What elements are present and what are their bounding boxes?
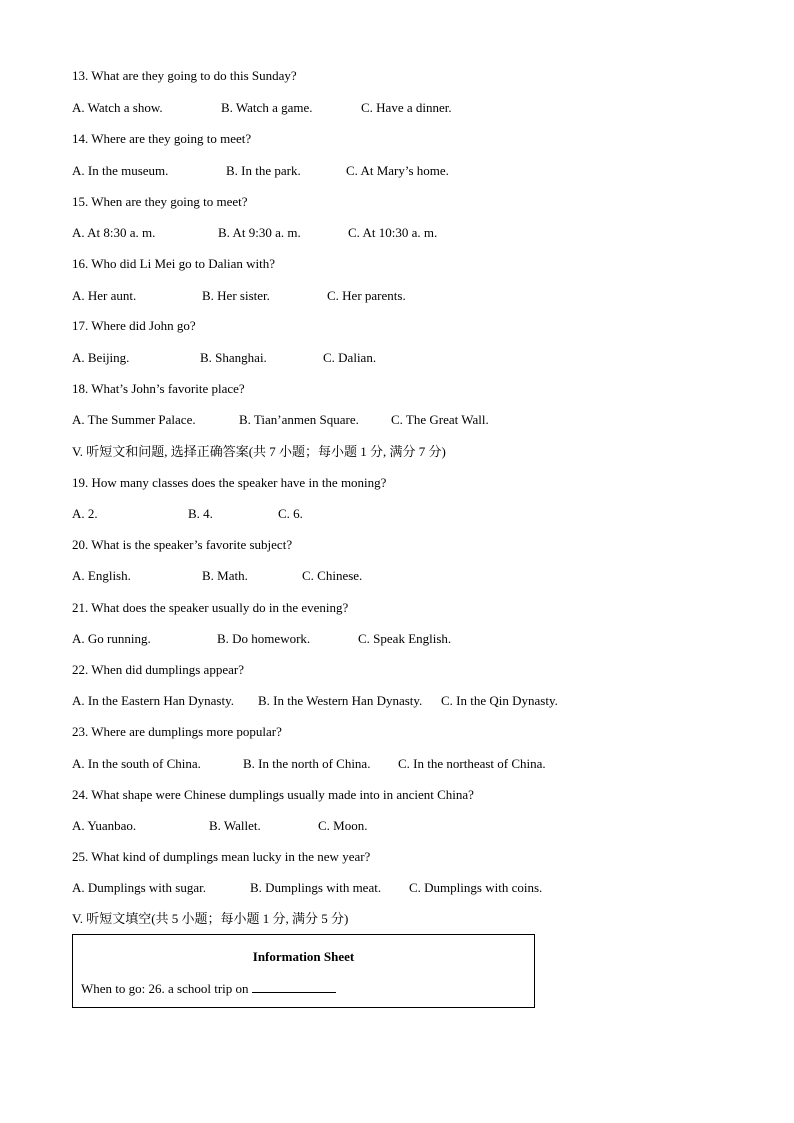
q18-option-a: A. The Summer Palace. (72, 412, 196, 427)
q16-option-b: B. Her sister. (202, 288, 270, 303)
section-heading-fill-in: V. 听短文填空(共 5 小题；每小题 1 分, 满分 5 分) (72, 911, 349, 926)
question-18: 18. What’s John’s favorite place? (72, 381, 245, 396)
q21-option-b: B. Do homework. (217, 631, 311, 646)
q16-option-a: A. Her aunt. (72, 288, 137, 303)
question-19: 19. How many classes does the speaker have in the moning? (72, 475, 387, 490)
question-25: 25. What kind of dumplings mean lucky in the new year? (72, 849, 371, 864)
question-17: 17. Where did John go? (72, 318, 196, 333)
q15-option-c: C. At 10:30 a. m. (348, 225, 438, 240)
information-sheet (72, 934, 535, 1008)
q21-option-a: A. Go running. (72, 631, 151, 646)
q20-option-b: B. Math. (202, 568, 248, 583)
answer-blank-26[interactable] (252, 980, 336, 993)
q15-option-a: A. At 8:30 a. m. (72, 225, 156, 240)
q23-option-b: B. In the north of China. (243, 756, 371, 771)
q23-option-c: C. In the northeast of China. (398, 756, 546, 771)
information-sheet-row-26 (81, 980, 336, 997)
q18-option-c: C. The Great Wall. (391, 412, 489, 427)
q25-option-a: A. Dumplings with sugar. (72, 880, 206, 895)
q13-option-b: B. Watch a game. (221, 100, 313, 115)
question-15: 15. When are they going to meet? (72, 194, 248, 209)
information-sheet-title: Information Sheet (252, 949, 355, 964)
q19-option-b: B. 4. (188, 506, 213, 521)
q17-option-b: B. Shanghai. (200, 350, 267, 365)
q22-option-c: C. In the Qin Dynasty. (441, 693, 558, 708)
q18-option-b: B. Tian’anmen Square. (239, 412, 359, 427)
q24-option-a: A. Yuanbao. (72, 818, 137, 833)
q20-option-a: A. English. (72, 568, 131, 583)
q25-option-c: C. Dumplings with coins. (409, 880, 543, 895)
q16-option-c: C. Her parents. (327, 288, 406, 303)
section-heading-listening-choice: V. 听短文和问题, 选择正确答案(共 7 小题；每小题 1 分, 满分 7 分) (72, 444, 446, 459)
q24-option-c: C. Moon. (318, 818, 368, 833)
q22-option-b: B. In the Western Han Dynasty. (258, 693, 423, 708)
q14-option-c: C. At Mary’s home. (346, 163, 449, 178)
information-sheet-row-label: When to go: 26. a school trip on (81, 981, 249, 996)
q13-option-c: C. Have a dinner. (361, 100, 452, 115)
question-13: 13. What are they going to do this Sunday? (72, 68, 297, 83)
question-23: 23. Where are dumplings more popular? (72, 724, 282, 739)
q19-option-a: A. 2. (72, 506, 98, 521)
q21-option-c: C. Speak English. (358, 631, 452, 646)
question-14: 14. Where are they going to meet? (72, 131, 252, 146)
q24-option-b: B. Wallet. (209, 818, 261, 833)
question-20: 20. What is the speaker’s favorite subject? (72, 537, 293, 552)
q14-option-a: A. In the museum. (72, 163, 169, 178)
q23-option-a: A. In the south of China. (72, 756, 201, 771)
question-16: 16. Who did Li Mei go to Dalian with? (72, 256, 276, 271)
q22-option-a: A. In the Eastern Han Dynasty. (72, 693, 234, 708)
q13-option-a: A. Watch a show. (72, 100, 163, 115)
q25-option-b: B. Dumplings with meat. (250, 880, 382, 895)
q20-option-c: C. Chinese. (302, 568, 363, 583)
q15-option-b: B. At 9:30 a. m. (218, 225, 301, 240)
question-21: 21. What does the speaker usually do in the evening? (72, 600, 349, 615)
question-24: 24. What shape were Chinese dumplings usually made into in ancient China? (72, 787, 474, 802)
q17-option-a: A. Beijing. (72, 350, 130, 365)
q19-option-c: C. 6. (278, 506, 303, 521)
q17-option-c: C. Dalian. (323, 350, 377, 365)
question-22: 22. When did dumplings appear? (72, 662, 244, 677)
q14-option-b: B. In the park. (226, 163, 301, 178)
